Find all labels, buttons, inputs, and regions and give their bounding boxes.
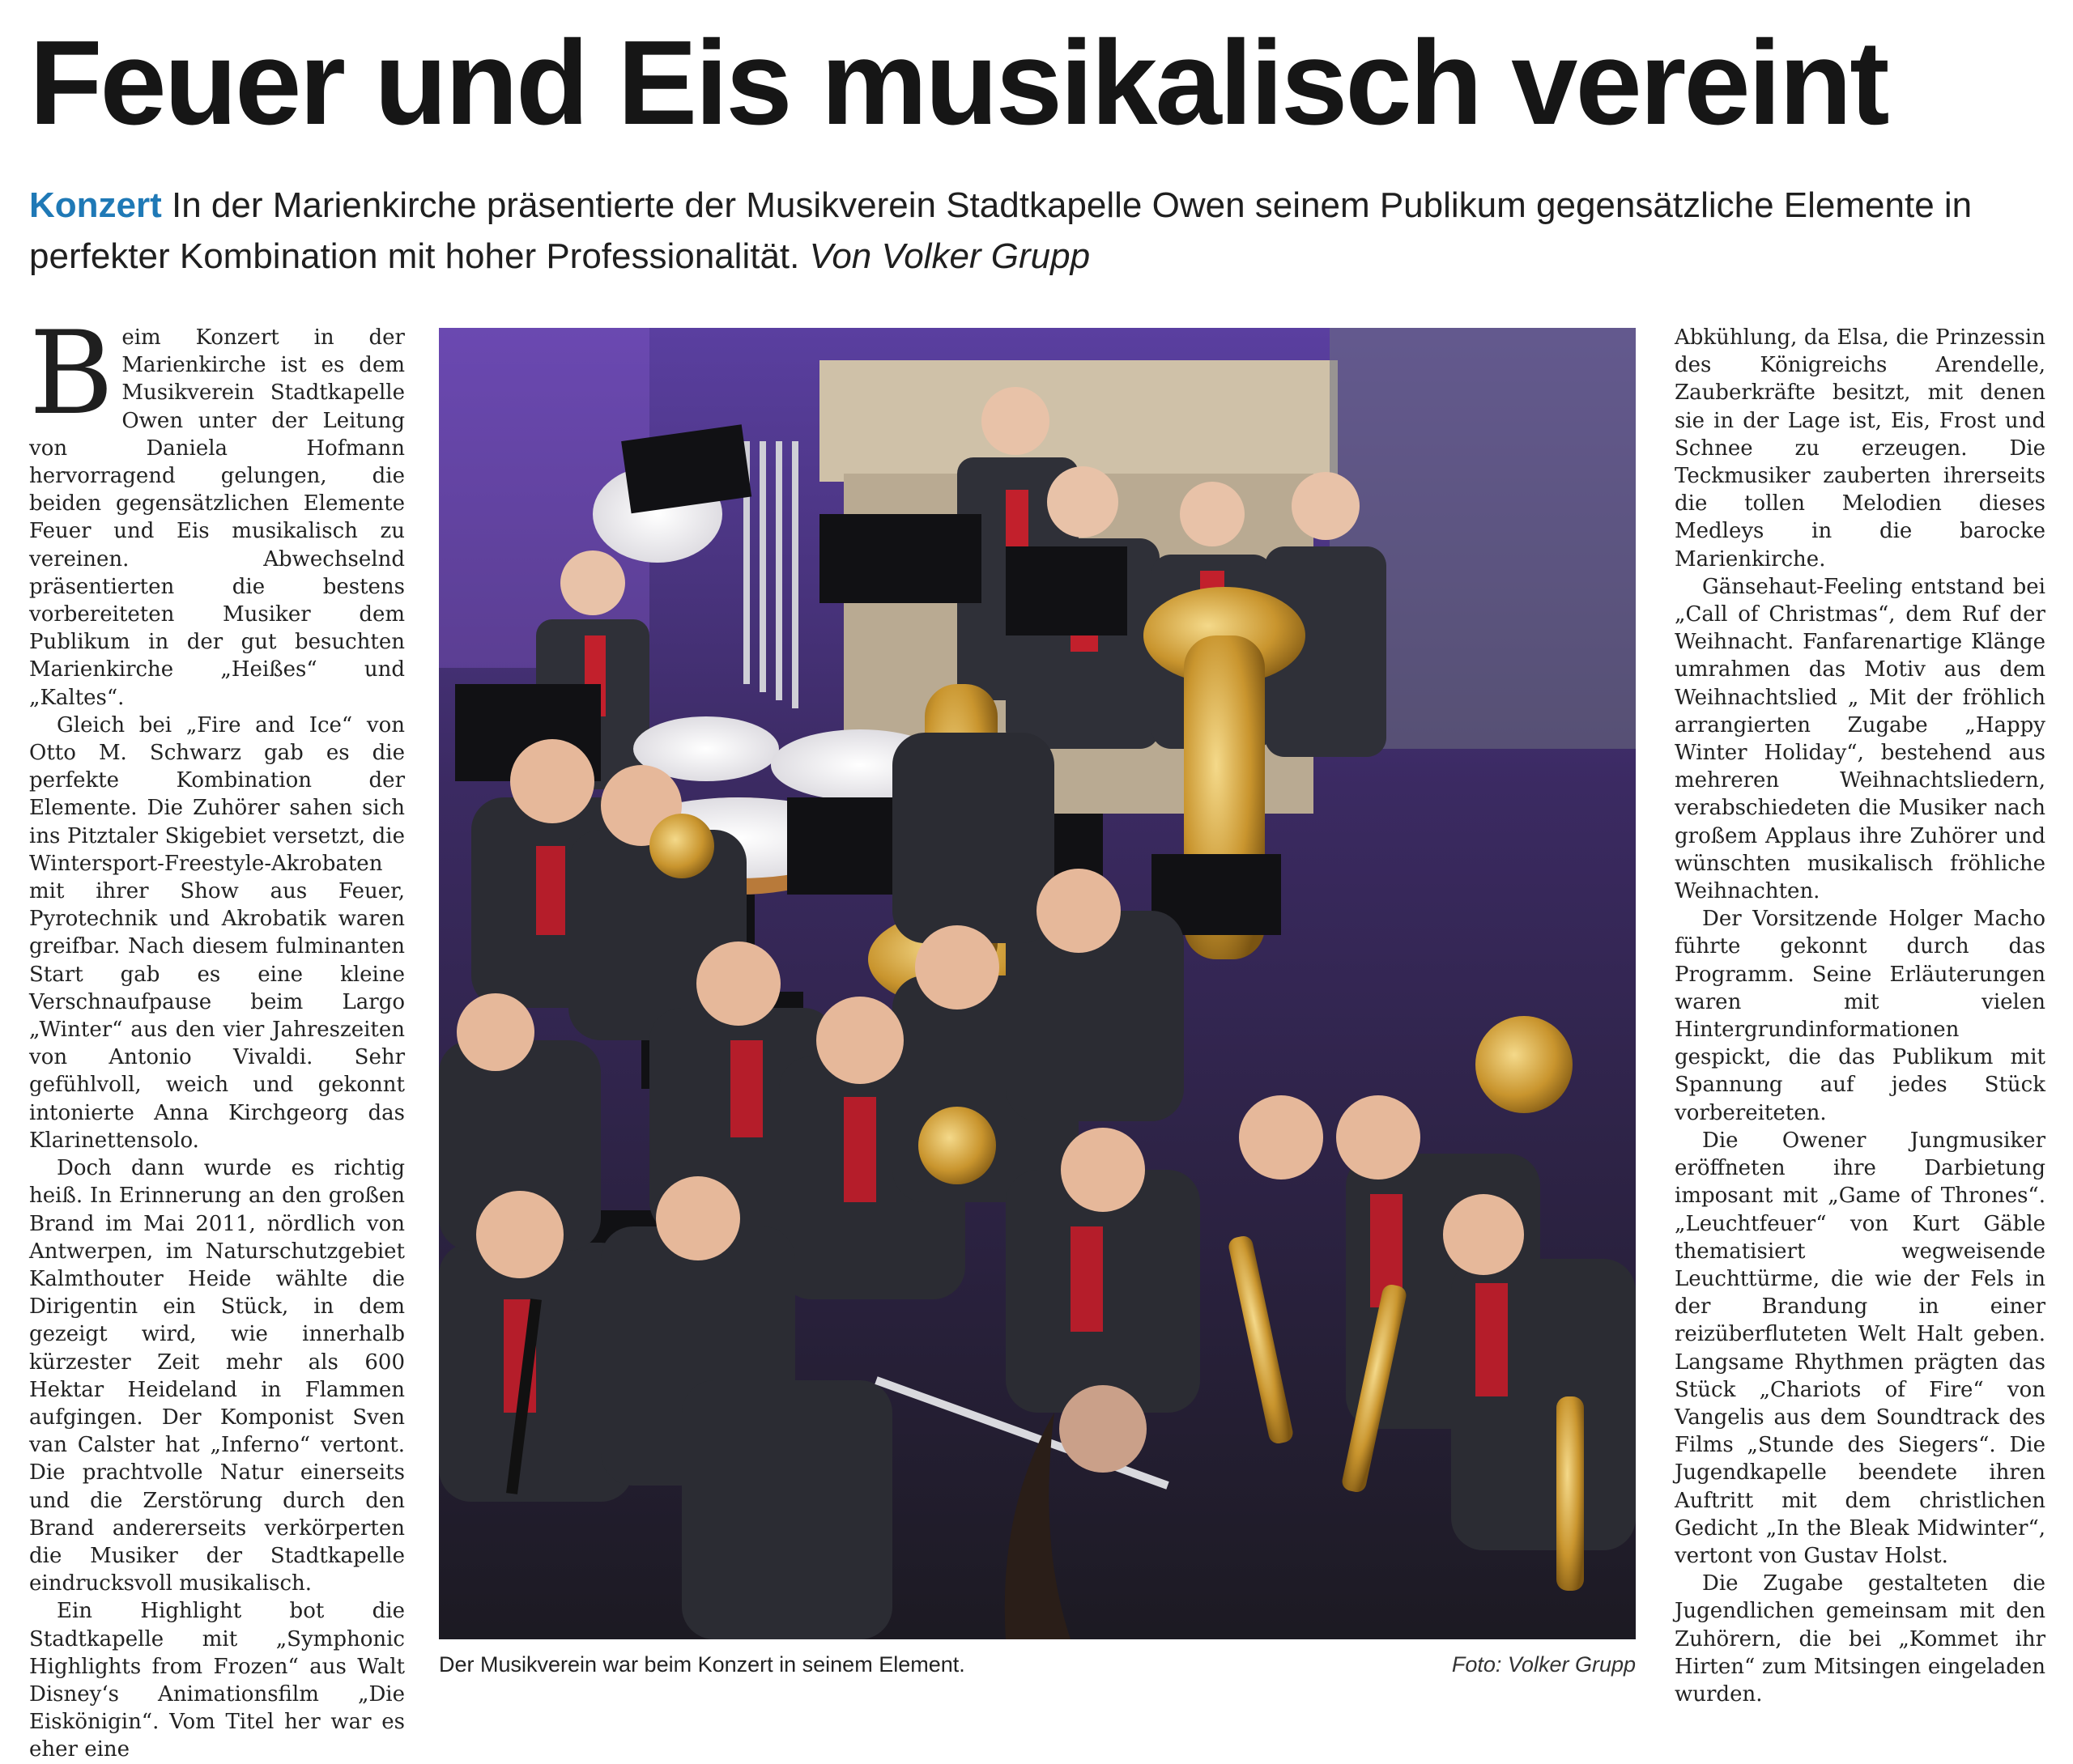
column-left (29, 307, 405, 1764)
paragraph (29, 307, 405, 712)
byline: Von Volker Grupp (809, 236, 1091, 276)
paragraph-text: eim Konzert in der Marienkirche ist es dem Musikverein Stadtkapelle Owen unter der Leitung von Daniela Hofmann hervorragend gelungen, die beiden gegensätzlichen Elemente Feuer und Eis musikalisch zu vereinen. Abwechselnd präsentierten die bestens vorbereiteten Musiker dem Publikum in der gut besuchten Marienkirche „Heißes“ und „Kaltes“. (29, 325, 405, 710)
headline: Feuer und Eis musikalisch vereint (29, 16, 1888, 150)
paragraph: Die Owener Jungmusiker eröffneten ihre Darbietung imposant mit „Game of Thrones“. „Leuchtfeuer“ von Kurt Gäble thematisiert wegweisende Leuchttürme, die wie der Fels in der Brandung in einer reizüberfluteten Welt Halt geben. Langsame Rhythmen prägten das Stück „Chariots of Fire“ von Vangelis aus dem Soundtrack des Films „Stunde des Siegers“. Die Jugendkapelle beendete ihren Auftritt mit dem christlichen Gedicht „In the Bleak Midwinter“, vertont von Gustav Holst. (1675, 1128, 2045, 1568)
concert-photo-illustration (439, 328, 1636, 1639)
paragraph: Gleich bei „Fire and Ice“ von Otto M. Schwarz gab es die perfekte Kombination der Elemente. Die Zuhörer sahen sich ins Pitztaler Skigebiet versetzt, die Wintersport-Freestyle-Akrobaten mit ihrer Show aus Feuer, Pyrotechnik und Akrobatik waren greifbar. Nach diesem fulminanten Start gab es eine kleine Verschnaufpause beim Largo „Winter“ aus den vier Jahreszeiten von Antonio Vivaldi. Sehr gefühlvoll, weich und gekonnt intonierte Anna Kirchgeorg das Klarinettensolo. (29, 712, 405, 1153)
dropcap: B (29, 307, 114, 440)
paragraph: Ein Highlight bot die Stadtkapelle mit „Symphonic Highlights from Frozen“ aus Walt Disney‘s Animationsfilm „Die Eiskönigin“. Vom Titel her war es eher eine (29, 1599, 405, 1762)
caption-text: Der Musikverein war beim Konzert in seinem Element. (439, 1652, 965, 1677)
paragraph: Gänsehaut-Feeling entstand bei „Call of Christmas“, dem Ruf der Weihnacht. Fanfarenartige Klänge umrahmen das Motiv aus dem Weihnachtslied „ Mit der fröhlich arrangierten Zugabe „Happy Winter Holiday“, bestehend aus mehreren Weihnachtsliedern, verabschiedeten die Musiker nach großem Applaus ihre Zuhörer und wünschten musikalisch fröhliche Weihnachten. (1675, 574, 2045, 904)
deck-text: In der Marienkirche präsentierte der Musikverein Stadtkapelle Owen seinem Publikum gegensätzliche Elemente in perfekter Kombination mit hoher Professionalität. (29, 185, 1973, 276)
concert-photo (439, 328, 1636, 1639)
paragraph: Die Zugabe gestalteten die Jugendlichen gemeinsam mit den Zuhörern, die bei „Kommet ihr Hirten“ zum Mitsingen eingeladen wurden. (1675, 1571, 2045, 1707)
paragraph: Der Vorsitzende Holger Macho führte gekonnt durch das Programm. Seine Erläuterungen waren mit vielen Hintergrundinformationen gespickt, die das Publikum mit Spannung auf jedes Stück vorbereiteten. (1675, 907, 2045, 1125)
paragraph: Abkühlung, da Elsa, die Prinzessin des Königreichs Arendelle, Zauberkräfte besitzt, mit denen sie in der Lage ist, Eis, Frost und Schnee zu erzeugen. Die Teckmusiker zauberten ihrerseits die tollen Melodien dieses Medleys in die barocke Marienkirche. (1675, 325, 2045, 572)
article-deck (29, 180, 2045, 282)
photo-caption (439, 1648, 1636, 1681)
paragraph: Doch dann wurde es richtig heiß. In Erinnerung an den großen Brand im Mai 2011, nördlich von Antwerpen, im Naturschutzgebiet Kalmthouter Heide wählte die Dirigentin ein Stück, in dem gezeigt wird, wie innerhalb kürzester Zeit mehr als 600 Hektar Heideland in Flammen aufgingen. Der Komponist Sven van Calster hat „Inferno“ vertont. Die prachtvolle Natur einerseits und die Zerstörung durch den Brand andererseits verkörperten die Musiker der Stadtkapelle eindrucksvoll musikalisch. (29, 1156, 405, 1596)
photo-credit: Foto: Volker Grupp (1451, 1652, 1636, 1677)
column-right (1675, 324, 2045, 1708)
kicker: Konzert (29, 185, 162, 225)
